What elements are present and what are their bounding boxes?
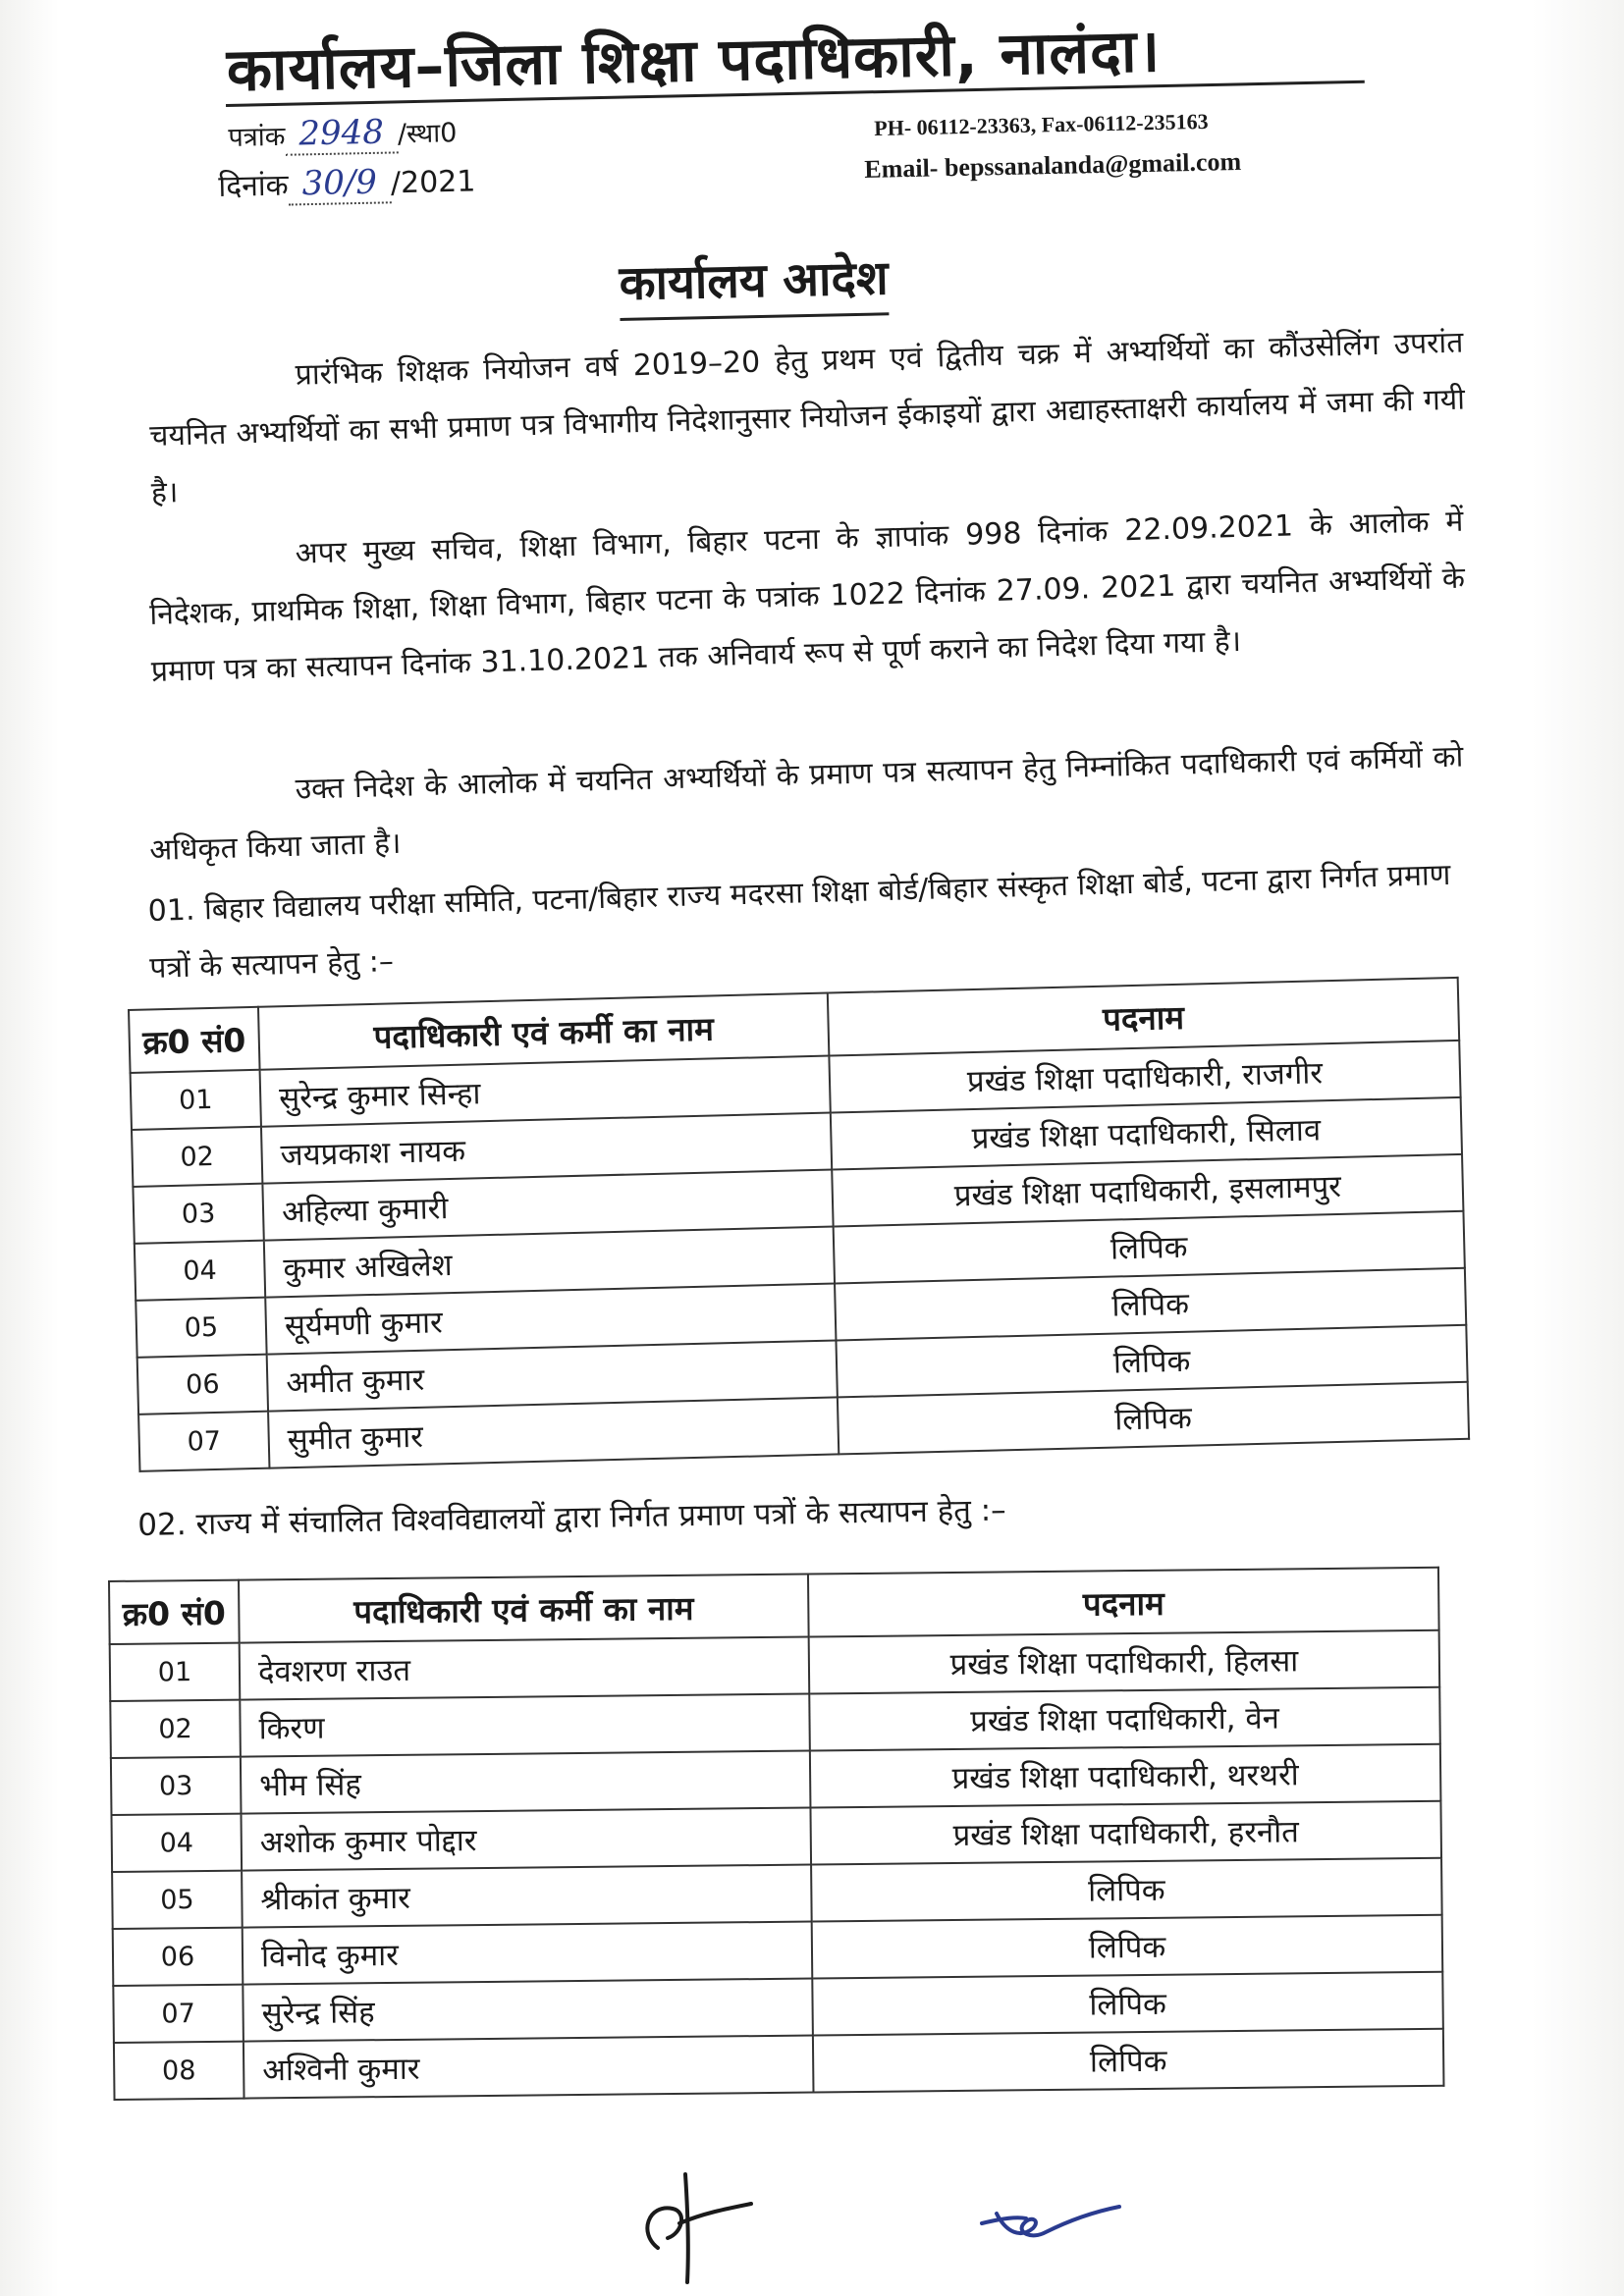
designation-cell: लिपिक	[812, 1915, 1443, 1979]
serial-cell: 05	[135, 1298, 266, 1358]
serial-cell: 02	[110, 1700, 241, 1758]
name-cell: अश्विनी कुमार	[244, 2036, 814, 2099]
letter-number-value: 2948	[285, 112, 398, 155]
designation-cell: प्रखंड शिक्षा पदाधिकारी, राजगीर	[829, 1041, 1460, 1113]
serial-cell: 01	[110, 1643, 241, 1701]
column-header-name: पदाधिकारी एवं कर्मी का नाम	[239, 1575, 809, 1643]
date-year: /2021	[390, 164, 476, 201]
designation-cell: प्रखंड शिक्षा पदाधिकारी, इसलामपुर	[832, 1154, 1463, 1227]
column-header-name: पदाधिकारी एवं कर्मी का नाम	[258, 993, 829, 1070]
name-cell: सुमीत कुमार	[268, 1397, 839, 1468]
name-cell: श्रीकांत कुमार	[242, 1865, 812, 1928]
name-cell: विनोद कुमार	[243, 1922, 813, 1985]
designation-cell: लिपिक	[834, 1211, 1465, 1284]
name-cell: अमीत कुमार	[267, 1340, 838, 1411]
column-header-designation: पदनाम	[828, 978, 1459, 1056]
designation-cell: प्रखंड शिक्षा पदाधिकारी, वेन	[809, 1687, 1440, 1751]
serial-cell: 05	[112, 1871, 243, 1929]
serial-cell: 03	[133, 1184, 263, 1244]
paragraph-2	[147, 494, 1467, 701]
section-1-heading: 01. बिहार विद्यालय परीक्षा समिति, पटना/बिहार राज्य मदरसा शिक्षा बोर्ड/बिहार संस्कृत शिक्षा बोर्ड, पटना द्वारा निर्गत प्रमाण पत्रों के सत्यापन हेतु :–	[147, 857, 1451, 986]
handwritten-signature-icon	[628, 2155, 766, 2292]
name-cell: सूर्यमणी कुमार	[265, 1283, 836, 1354]
designation-cell: प्रखंड शिक्षा पदाधिकारी, हिलसा	[809, 1630, 1440, 1694]
designation-cell: लिपिक	[838, 1382, 1469, 1455]
serial-cell: 03	[111, 1757, 242, 1815]
designation-cell: प्रखंड शिक्षा पदाधिकारी, सिलाव	[831, 1097, 1462, 1170]
serial-cell: 08	[114, 2042, 244, 2100]
office-title: कार्यालय–जिला शिक्षा पदाधिकारी, नालंदा।	[226, 17, 1162, 105]
serial-cell: 06	[113, 1928, 244, 1986]
name-cell: कुमार अखिलेश	[264, 1227, 835, 1298]
serial-cell: 06	[137, 1355, 268, 1415]
designation-cell: लिपिक	[836, 1325, 1467, 1398]
letter-number-label: पत्रांक	[228, 121, 286, 153]
designation-cell: लिपिक	[811, 1858, 1442, 1922]
name-cell: सुरेन्द्र सिंह	[243, 1979, 813, 2042]
column-header-serial: क्र0 सं0	[129, 1007, 260, 1073]
name-cell: अशोक कुमार पोद्दार	[241, 1808, 811, 1871]
serial-cell: 04	[112, 1814, 243, 1872]
section-2-table	[108, 1567, 1444, 2101]
designation-cell: लिपिक	[813, 2029, 1444, 2093]
name-cell: देवशरण राउत	[240, 1637, 810, 1700]
serial-cell: 07	[113, 1985, 244, 2043]
designation-cell: प्रखंड शिक्षा पदाधिकारी, हरनौत	[810, 1801, 1441, 1865]
section-1-table	[128, 977, 1470, 1472]
name-cell: किरण	[240, 1694, 810, 1757]
date-value: 30/9	[288, 162, 391, 205]
serial-cell: 02	[132, 1127, 262, 1187]
column-header-designation: पदनाम	[808, 1568, 1439, 1637]
paragraph-1-text: प्रारंभिक शिक्षक नियोजन वर्ष 2019–20 हेतु प्रथम एवं द्वितीय चक्र में अभ्यर्थियों का कौंउसेलिंग उपरांत चयनित अभ्यर्थियों का सभी प्रमाण पत्र विभागीय निदेशानुसार नियोजन ईकाइयों द्वारा अद्याहस्ताक्षरी कार्यालय में जमा की गयी है।	[148, 325, 1466, 510]
designation-cell: प्रखंड शिक्षा पदाधिकारी, थरथरी	[810, 1744, 1441, 1808]
date-label: दिनांक	[218, 168, 289, 204]
phone-fax: PH- 06112-23363, Fax-06112-235163	[874, 108, 1209, 140]
serial-cell: 04	[135, 1241, 265, 1301]
letter-number-suffix: /स्था0	[397, 118, 458, 150]
designation-cell: लिपिक	[835, 1268, 1466, 1341]
column-header-serial: क्र0 सं0	[109, 1580, 240, 1644]
paragraph-3-text: उक्त निदेश के आलोक में चयनित अभ्यर्थियों के प्रमाण पत्र सत्यापन हेतु निम्नांकित पदाधिकारी एवं कर्मियों को अधिकृत किया जाता है।	[148, 739, 1464, 868]
email-address: Email- bepssanalanda@gmail.com	[864, 146, 1242, 184]
handwritten-initials-icon	[972, 2189, 1129, 2258]
paragraph-1	[147, 315, 1467, 522]
designation-cell: लिपिक	[812, 1972, 1443, 2036]
serial-cell: 01	[131, 1070, 261, 1130]
name-cell: भीम सिंह	[241, 1751, 811, 1814]
serial-cell: 07	[138, 1412, 269, 1471]
section-2-heading: 02. राज्य में संचालित विश्वविद्यालयों द्वारा निर्गत प्रमाण पत्रों के सत्यापन हेतु :–	[137, 1492, 1006, 1543]
name-cell: जयप्रकाश नायक	[261, 1113, 832, 1184]
name-cell: अहिल्या कुमारी	[262, 1170, 833, 1241]
order-title: कार्यालय आदेश	[619, 244, 889, 321]
date-line	[218, 160, 476, 205]
letter-number-line	[228, 111, 458, 155]
name-cell: सुरेन्द्र कुमार सिन्हा	[260, 1056, 831, 1127]
paragraph-2-text: अपर मुख्य सचिव, शिक्षा विभाग, बिहार पटना के ज्ञापांक 998 दिनांक 22.09.2021 के आलोक में निदेशक, प्राथमिक शिक्षा, शिक्षा विभाग, बिहार पटना के पत्रांक 1022 दिनांक 27.09. 2021 द्वारा चयनित अभ्यर्थियों के प्रमाण पत्र का सत्यापन दिनांक 31.10.2021 तक अनिवार्य रूप से पूर्ण कराने का निदेश दिया गया है।	[148, 504, 1466, 689]
